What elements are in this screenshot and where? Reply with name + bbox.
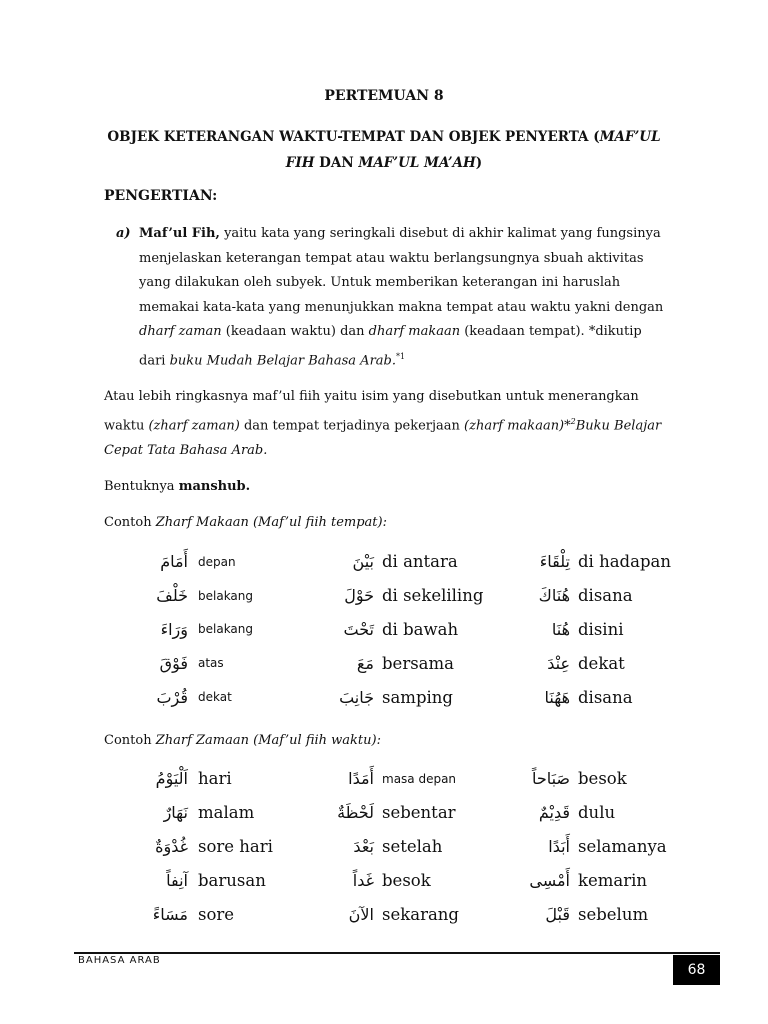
- arabic-word: تِلْقَاءَ: [539, 552, 570, 572]
- meaning: di bawah: [382, 619, 459, 639]
- table-row: [140, 680, 671, 714]
- meaning: disini: [578, 619, 624, 639]
- page-title: PERTEMUAN 8: [324, 88, 444, 104]
- meaning: disana: [578, 687, 633, 707]
- meaning: dulu: [578, 803, 616, 823]
- example-text: Contoh: [104, 733, 156, 748]
- meaning: selamanya: [578, 836, 667, 856]
- example-italic: Zharf Zamaan (Maf’ul fiih waktu):: [155, 733, 381, 748]
- arabic-word: قَبْلَ: [545, 904, 570, 924]
- arabic-word: تَحْتَ: [343, 619, 374, 639]
- arabic-word: نَهَارٌ: [163, 803, 188, 823]
- section-heading: PENGERTIAN:: [104, 188, 218, 204]
- subtitle-italic: MAF’UL MA’AH: [358, 155, 476, 171]
- arabic-word: فَوْقَ: [159, 653, 188, 673]
- summary-text: Atau lebih ringkasnya maf’ul fiih yaitu isim yang disebutkan untuk menerangkan waktu: [104, 389, 639, 434]
- example-italic: Zharf Makaan (Maf’ul fiih tempat):: [155, 515, 387, 530]
- meaning: sekarang: [382, 904, 459, 924]
- meaning: di hadapan: [578, 552, 671, 572]
- arabic-word: أَمَدًا: [348, 769, 374, 789]
- arabic-word: أَمْسِى: [529, 870, 570, 890]
- subtitle-italic: FIH: [285, 155, 315, 171]
- example-heading-makaan: [104, 510, 664, 535]
- makaan-table: [140, 545, 671, 714]
- summary-paragraph: [104, 384, 664, 463]
- meaning: besok: [578, 769, 627, 789]
- meaning: setelah: [382, 836, 443, 856]
- meaning: masa depan: [382, 771, 457, 786]
- arabic-word: مَسَاءً: [152, 904, 188, 924]
- footnote-marker: 2: [570, 417, 576, 426]
- arabic-word: هُنَا: [551, 619, 570, 639]
- summary-italic: Buku Belajar Cepat Tata Bahasa Arab.: [104, 418, 662, 459]
- arabic-word: مَعَ: [356, 653, 374, 673]
- summary-text: dan tempat terjadinya pekerjaan: [239, 418, 465, 434]
- zamaan-table: [140, 762, 667, 931]
- arabic-word: جَانِبَ: [339, 687, 374, 707]
- meaning: di sekeliling: [382, 586, 484, 606]
- meaning: disana: [578, 586, 633, 606]
- arabic-word: قُرْبَ: [156, 687, 188, 707]
- arabic-word: خَلْفَ: [156, 586, 188, 606]
- table-row: [140, 897, 667, 931]
- table-row: [140, 830, 667, 864]
- meaning: depan: [198, 554, 236, 569]
- arabic-word: غُدْوَةٌ: [155, 836, 188, 856]
- arabic-word: صَبَاحاً: [531, 769, 570, 789]
- meaning: samping: [382, 687, 453, 707]
- footnote-marker: *1: [396, 351, 406, 361]
- meaning: atas: [198, 656, 224, 671]
- meaning: di antara: [382, 552, 458, 572]
- table-row: [140, 762, 667, 796]
- subtitle-text: DAN: [314, 155, 359, 171]
- meaning: belakang: [198, 588, 254, 603]
- definition-italic: buku Mudah Belajar Bahasa Arab.: [169, 352, 396, 368]
- meaning: malam: [198, 803, 255, 823]
- meaning: dekat: [198, 690, 232, 705]
- arabic-word: وَرَاءَ: [160, 619, 188, 639]
- definition-italic: dharf zaman: [139, 324, 222, 339]
- arabic-word: أَمَامَ: [160, 552, 188, 572]
- arabic-word: غَداً: [352, 870, 374, 890]
- definition-term: Maf’ul Fih,: [139, 226, 220, 241]
- table-row: [140, 545, 671, 579]
- form-bold: manshub.: [178, 479, 251, 494]
- arabic-word: أَبَدًا: [548, 836, 570, 856]
- definition-item-a: [104, 222, 664, 373]
- table-row: [140, 863, 667, 897]
- meaning: sore hari: [198, 836, 273, 856]
- table-row: [140, 579, 671, 613]
- footer-divider: [74, 952, 720, 954]
- page-number: 68: [673, 955, 720, 985]
- meaning: belakang: [198, 622, 254, 637]
- definition-text: (keadaan tempat). *dikutip dari: [139, 324, 642, 368]
- subtitle-italic: MAF’UL: [599, 129, 661, 145]
- definition-text: (keadaan waktu) dan: [221, 324, 369, 339]
- arabic-word: هَهُنَا: [544, 687, 570, 707]
- meaning: kemarin: [578, 870, 648, 890]
- definition-text: yaitu kata yang seringkali disebut di akhir kalimat yang fungsinya menjelaskan keterangan tempat atau waktu berlangsungnya sbuah aktivitas yang dilakukan oleh subyek. Untuk memberikan keterangan ini haruslah memakai kata-kata yang menunjukkan makna tempat atau waktu yakni dengan: [139, 226, 664, 315]
- arabic-word: بَيْنَ: [352, 552, 374, 572]
- definition-italic: dharf makaan: [368, 324, 461, 339]
- form-text: Bentuknya: [104, 479, 179, 494]
- subtitle-text: OBJEK KETERANGAN WAKTU-TEMPAT DAN OBJEK PENYERTA (: [107, 129, 600, 145]
- list-marker: a): [116, 226, 131, 241]
- meaning: besok: [382, 870, 431, 890]
- table-row: [140, 613, 671, 647]
- meaning: sore: [198, 904, 235, 924]
- meaning: hari: [198, 769, 232, 789]
- arabic-word: بَعْدَ: [353, 836, 374, 856]
- arabic-word: لَحْظَةٌ: [337, 803, 374, 823]
- example-text: Contoh: [104, 515, 156, 530]
- summary-italic: (zharf zaman): [148, 418, 240, 434]
- arabic-word: الآنَ: [348, 904, 374, 924]
- summary-italic: (zharf makaan)*: [464, 418, 571, 434]
- arabic-word: آنِفاً: [166, 870, 188, 890]
- arabic-word: قَدِيْمٌ: [538, 803, 570, 823]
- meaning: dekat: [578, 653, 625, 673]
- definition-body: [139, 222, 664, 373]
- arabic-word: عِنْدَ: [547, 653, 570, 673]
- example-heading-zamaan: [104, 728, 664, 753]
- meaning: barusan: [198, 870, 266, 890]
- footer-label: BAHASA ARAB: [78, 955, 161, 966]
- chapter-subtitle: [0, 124, 768, 176]
- meaning: bersama: [382, 653, 455, 673]
- form-line: [104, 474, 664, 499]
- meaning: sebentar: [382, 803, 456, 823]
- arabic-word: حَوْلَ: [344, 586, 374, 606]
- subtitle-text: ): [475, 155, 483, 171]
- table-row: [140, 646, 671, 680]
- meaning: sebelum: [578, 904, 649, 924]
- table-row: [140, 796, 667, 830]
- arabic-word: اَلْيَوْمُ: [155, 769, 188, 789]
- arabic-word: هُنَاكَ: [538, 586, 570, 606]
